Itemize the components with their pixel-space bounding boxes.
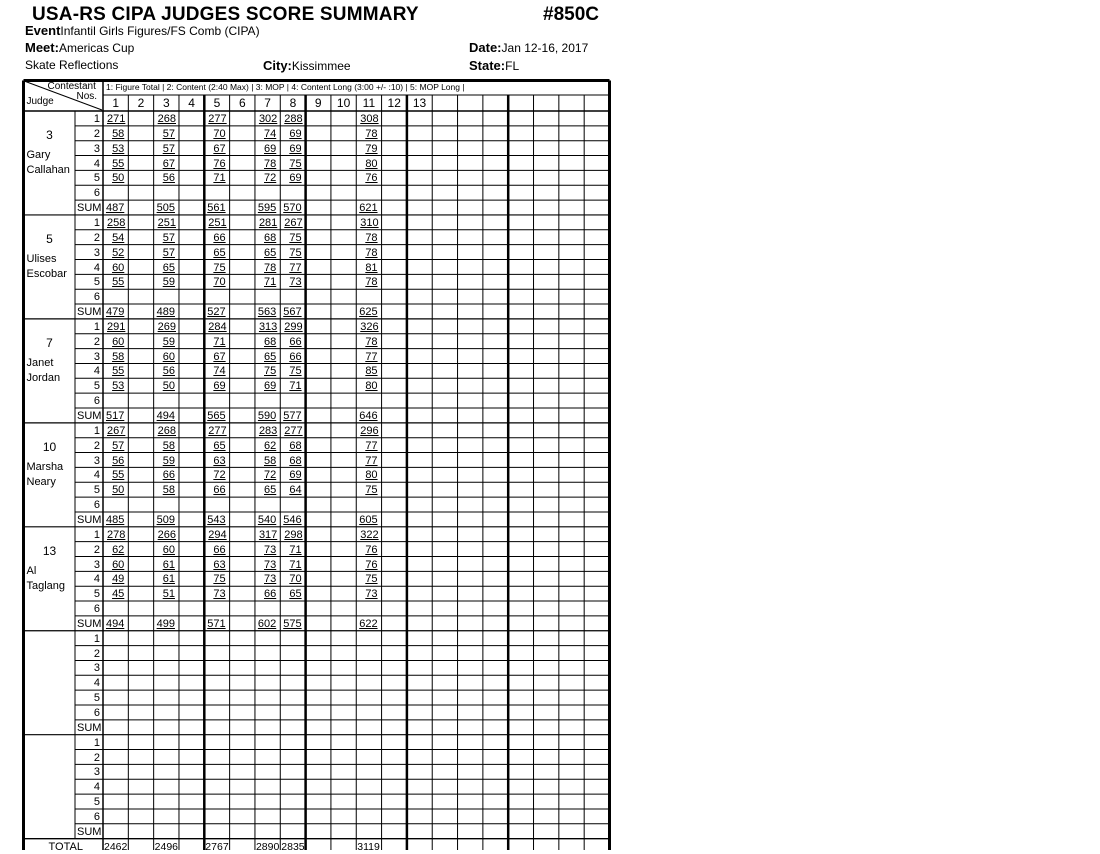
- judge-number: 13: [42, 543, 57, 558]
- score-cell: 60: [112, 335, 125, 348]
- judge-last-name: Taglang: [26, 579, 66, 592]
- score-cell: 77: [365, 454, 378, 467]
- row-label: 1: [93, 320, 100, 333]
- score-cell: 570: [283, 202, 302, 215]
- score-cell: 53: [112, 142, 125, 155]
- judge-number: 7: [46, 335, 53, 350]
- score-cell: 53: [112, 380, 125, 393]
- score-cell: 509: [156, 513, 175, 526]
- form-number: #850C: [543, 4, 599, 25]
- row-label: SUM: [77, 721, 102, 734]
- row-label: 3: [93, 766, 100, 779]
- score-cell: 57: [162, 246, 175, 259]
- score-cell: 517: [105, 410, 125, 422]
- score-cell: 58: [162, 484, 175, 497]
- total-cell: 3119: [357, 840, 380, 853]
- score-cell: 69: [264, 380, 277, 393]
- judge-last-name: Jordan: [26, 371, 61, 384]
- score-cell: 281: [258, 216, 278, 229]
- row-label: 4: [93, 365, 100, 378]
- score-cell: 75: [213, 261, 226, 274]
- row-label: SUM: [77, 202, 102, 215]
- score-cell: 571: [207, 617, 226, 630]
- score-cell: 567: [283, 306, 302, 319]
- score-cell: 78: [365, 246, 378, 259]
- row-label: 2: [93, 439, 100, 452]
- score-cell: 62: [112, 543, 125, 556]
- row-label: 1: [93, 528, 100, 541]
- row-label: 1: [93, 424, 100, 437]
- score-cell: 50: [112, 484, 125, 497]
- score-cell: 69: [289, 469, 302, 482]
- row-label: 2: [93, 231, 100, 244]
- row-label: 3: [93, 350, 100, 363]
- score-cell: 317: [258, 528, 278, 541]
- row-label: 2: [93, 127, 100, 140]
- score-cell: 487: [105, 202, 125, 215]
- score-cell: 494: [156, 410, 175, 422]
- score-cell: 54: [112, 231, 125, 244]
- score-cell: 55: [112, 157, 125, 170]
- row-label: 6: [93, 707, 100, 719]
- row-label: SUM: [77, 825, 102, 838]
- score-cell: 77: [365, 439, 378, 452]
- judge-number: 5: [46, 231, 53, 246]
- row-label: 6: [93, 810, 100, 823]
- contestant-number-header: 3: [162, 96, 170, 110]
- row-label: SUM: [77, 410, 102, 422]
- total-cell: 2890: [255, 840, 280, 853]
- score-cell: 58: [112, 350, 125, 363]
- score-cell: 59: [162, 335, 175, 348]
- score-cell: 75: [365, 573, 378, 586]
- score-cell: 284: [208, 320, 227, 333]
- contestant-number-header: 2: [137, 96, 145, 110]
- row-label: 3: [93, 142, 100, 155]
- score-cell: 78: [365, 335, 378, 348]
- score-cell: 277: [208, 113, 227, 125]
- score-cell: 577: [283, 410, 302, 422]
- meet-value: Americas Cup: [58, 41, 135, 55]
- score-cell: 288: [284, 113, 303, 125]
- score-cell: 485: [105, 513, 125, 526]
- row-label: 6: [93, 603, 100, 616]
- row-label: 4: [93, 781, 100, 794]
- row-label: 5: [93, 484, 100, 497]
- score-cell: 546: [283, 513, 302, 526]
- score-cell: 278: [107, 528, 126, 541]
- score-cell: 73: [264, 573, 277, 586]
- row-label: SUM: [77, 617, 102, 630]
- score-cell: 68: [264, 335, 277, 348]
- row-label: 5: [93, 692, 100, 705]
- score-cell: 56: [162, 365, 175, 378]
- row-label: 6: [93, 187, 100, 200]
- score-cell: 78: [365, 127, 378, 140]
- contestant-number-header: 6: [238, 96, 246, 110]
- score-cell: 66: [264, 588, 277, 601]
- score-cell: 75: [289, 157, 302, 170]
- score-cell: 73: [264, 558, 277, 571]
- row-label: 1: [93, 113, 100, 125]
- corner-nos-label: Nos.: [76, 90, 98, 102]
- score-cell: 59: [162, 454, 175, 467]
- score-cell: 73: [365, 588, 378, 601]
- score-cell: 49: [112, 573, 125, 586]
- corner-judge-label: Judge: [26, 95, 54, 107]
- score-cell: 79: [365, 142, 378, 155]
- score-cell: 75: [213, 573, 226, 586]
- score-cell: 561: [207, 202, 226, 215]
- contestant-number-header: 11: [362, 96, 376, 110]
- score-cell: 76: [213, 157, 226, 170]
- score-cell: 60: [162, 350, 175, 363]
- score-cell: 67: [162, 157, 175, 170]
- score-cell: 81: [365, 261, 378, 274]
- contestant-number-header: 13: [412, 96, 427, 110]
- score-cell: 77: [365, 350, 378, 363]
- score-cell: 71: [213, 335, 226, 348]
- score-cell: 71: [289, 558, 302, 571]
- score-cell: 69: [213, 380, 226, 393]
- score-cell: 80: [365, 157, 378, 170]
- score-cell: 66: [213, 484, 226, 497]
- score-cell: 540: [257, 513, 277, 526]
- score-cell: 622: [359, 617, 378, 630]
- contestant-number-header: 7: [264, 96, 271, 110]
- score-cell: 313: [258, 320, 278, 333]
- judge-first-name: Gary: [26, 149, 51, 161]
- score-cell: 527: [207, 306, 226, 319]
- score-cell: 76: [365, 543, 378, 556]
- score-cell: 602: [257, 617, 277, 630]
- score-cell: 70: [213, 127, 226, 140]
- score-cell: 71: [289, 380, 302, 393]
- contestant-number-header: 9: [314, 96, 322, 110]
- judge-last-name: Neary: [26, 475, 56, 488]
- score-cell: 71: [289, 543, 302, 556]
- score-cell: 310: [360, 216, 379, 229]
- score-cell: 67: [213, 350, 226, 363]
- score-cell: 266: [157, 528, 176, 541]
- corner-contestant-label: Contestant: [47, 80, 96, 92]
- score-cell: 283: [258, 424, 278, 437]
- score-cell: 65: [264, 350, 277, 363]
- score-cell: 55: [112, 276, 125, 289]
- score-cell: 68: [289, 454, 302, 467]
- score-cell: 563: [257, 306, 277, 319]
- score-cell: 56: [162, 172, 175, 185]
- score-cell: 77: [289, 261, 302, 274]
- row-label: 4: [93, 469, 100, 482]
- score-cell: 294: [208, 528, 227, 541]
- event-label: Event: [25, 23, 61, 38]
- score-cell: 68: [289, 439, 302, 452]
- score-cell: 74: [264, 127, 277, 140]
- score-cell: 322: [360, 528, 379, 541]
- contestant-number-header: 1: [112, 96, 119, 110]
- score-cell: 65: [213, 246, 226, 259]
- score-cell: 298: [284, 528, 303, 541]
- score-cell: 64: [289, 484, 302, 497]
- score-cell: 75: [289, 365, 302, 378]
- score-cell: 621: [359, 202, 378, 215]
- score-cell: 489: [156, 306, 175, 319]
- score-cell: 57: [162, 231, 175, 244]
- row-label: 1: [93, 736, 100, 749]
- score-cell: 326: [360, 320, 379, 333]
- score-cell: 302: [258, 113, 278, 125]
- total-cell: 2767: [205, 840, 229, 853]
- row-label: 2: [93, 647, 100, 660]
- row-label: SUM: [77, 306, 102, 319]
- row-label: 6: [93, 395, 100, 408]
- score-cell: 60: [112, 558, 125, 571]
- host-club: Skate Reflections: [25, 58, 119, 72]
- score-cell: 277: [208, 424, 227, 437]
- judge-number: 3: [46, 128, 53, 142]
- score-cell: 80: [365, 469, 378, 482]
- score-cell: 268: [157, 424, 176, 437]
- score-cell: 45: [112, 588, 125, 601]
- row-label: 5: [93, 588, 100, 601]
- score-cell: 66: [289, 335, 302, 348]
- score-cell: 55: [112, 469, 125, 482]
- total-cell: 2835: [281, 840, 305, 853]
- score-cell: 505: [156, 202, 175, 215]
- score-cell: 59: [162, 276, 175, 289]
- row-label: 4: [93, 157, 100, 170]
- score-cell: 296: [360, 424, 379, 437]
- score-cell: 66: [213, 231, 226, 244]
- row-label: 2: [93, 543, 100, 556]
- row-label: 5: [93, 380, 100, 393]
- row-label: 4: [93, 677, 100, 690]
- judge-number: 10: [42, 439, 57, 454]
- score-cell: 75: [289, 246, 302, 259]
- date-value: Jan 12-16, 2017: [501, 41, 589, 55]
- score-cell: 80: [365, 380, 378, 393]
- row-label: 6: [93, 499, 100, 512]
- total-cell: 2462: [104, 840, 128, 853]
- row-label: 4: [93, 261, 100, 274]
- score-cell: 60: [162, 543, 175, 556]
- score-cell: 78: [365, 231, 378, 244]
- score-cell: 74: [213, 365, 226, 378]
- score-cell: 75: [365, 484, 378, 497]
- contestant-number-header: 8: [289, 96, 297, 110]
- score-cell: 85: [365, 365, 378, 378]
- score-cell: 269: [157, 320, 176, 333]
- score-cell: 57: [162, 127, 175, 140]
- score-cell: 625: [359, 306, 378, 319]
- judge-first-name: Ulises: [26, 252, 57, 265]
- judge-first-name: Al: [26, 564, 37, 577]
- row-label: 4: [93, 573, 100, 586]
- score-cell: 66: [289, 350, 302, 363]
- score-cell: 58: [162, 439, 175, 452]
- score-category-legend: 1: Figure Total | 2: Content (2:40 Max) | 3: MOP | 4: Content Long (3:00 +/- :10) | 5: MOP Long |: [106, 82, 465, 92]
- score-cell: 65: [264, 246, 277, 259]
- row-label: 3: [93, 454, 100, 467]
- row-label: 3: [93, 246, 100, 259]
- score-cell: 76: [365, 558, 378, 571]
- score-cell: 565: [207, 410, 226, 422]
- score-cell: 57: [112, 439, 125, 452]
- row-label: 1: [93, 216, 100, 229]
- score-cell: 66: [162, 469, 175, 482]
- row-label: 5: [93, 172, 100, 185]
- row-label: 3: [93, 558, 100, 571]
- row-label: 6: [93, 291, 100, 304]
- score-cell: 61: [162, 573, 175, 586]
- score-cell: 268: [157, 113, 176, 125]
- score-cell: 69: [264, 142, 277, 155]
- score-cell: 499: [156, 617, 175, 630]
- score-cell: 65: [162, 261, 175, 274]
- score-cell: 76: [365, 172, 378, 185]
- score-cell: 72: [264, 469, 277, 482]
- row-label: 5: [93, 276, 100, 289]
- row-label: 3: [93, 662, 100, 675]
- date-label: Date:: [469, 40, 502, 55]
- state-label: State:: [469, 58, 506, 73]
- score-cell: 63: [213, 558, 226, 571]
- score-cell: 595: [257, 202, 277, 215]
- score-cell: 50: [112, 172, 125, 185]
- row-label: 1: [93, 632, 100, 645]
- score-cell: 69: [289, 142, 302, 155]
- row-label: 2: [93, 335, 100, 348]
- score-cell: 590: [257, 410, 277, 422]
- row-label: 2: [93, 751, 100, 764]
- score-cell: 65: [289, 588, 302, 601]
- score-cell: 251: [157, 216, 176, 229]
- row-label: SUM: [77, 513, 102, 526]
- score-cell: 66: [213, 543, 226, 556]
- score-cell: 58: [264, 454, 277, 467]
- score-cell: 67: [213, 142, 226, 155]
- score-cell: 70: [213, 276, 226, 289]
- score-cell: 75: [264, 365, 277, 378]
- score-cell: 55: [112, 365, 125, 378]
- total-label: TOTAL: [48, 840, 83, 853]
- score-cell: 251: [208, 216, 227, 229]
- score-cell: 646: [359, 410, 378, 422]
- score-cell: 78: [264, 157, 277, 170]
- score-cell: 73: [289, 276, 302, 289]
- score-cell: 70: [289, 573, 302, 586]
- score-cell: 494: [105, 617, 125, 630]
- page-title: USA-RS CIPA JUDGES SCORE SUMMARY: [32, 4, 419, 25]
- score-cell: 267: [107, 424, 126, 437]
- score-cell: 308: [360, 113, 379, 125]
- score-cell: 72: [264, 172, 277, 185]
- total-cell: 2496: [154, 840, 178, 853]
- score-cell: 291: [107, 320, 126, 333]
- score-cell: 69: [289, 172, 302, 185]
- state-value: FL: [505, 59, 520, 73]
- score-cell: 73: [213, 588, 226, 601]
- judge-last-name: Escobar: [26, 267, 67, 280]
- score-cell: 271: [107, 113, 126, 125]
- score-cell: 65: [264, 484, 277, 497]
- contestant-number-header: 12: [387, 96, 401, 110]
- score-cell: 63: [213, 454, 226, 467]
- score-cell: 78: [264, 261, 277, 274]
- row-label: 5: [93, 796, 100, 809]
- score-cell: 69: [289, 127, 302, 140]
- score-cell: 543: [207, 513, 226, 526]
- score-cell: 605: [359, 513, 378, 526]
- score-cell: 72: [213, 469, 226, 482]
- score-cell: 299: [284, 320, 303, 333]
- judge-first-name: Marsha: [26, 460, 64, 473]
- score-cell: 56: [112, 454, 125, 467]
- score-cell: 58: [112, 127, 125, 140]
- score-cell: 75: [289, 231, 302, 244]
- score-cell: 65: [213, 439, 226, 452]
- judge-first-name: Janet: [26, 356, 54, 369]
- meet-label: Meet:: [25, 40, 59, 55]
- score-cell: 71: [213, 172, 226, 185]
- contestant-number-header: 5: [213, 96, 221, 110]
- score-cell: 479: [105, 306, 125, 319]
- judge-last-name: Callahan: [26, 164, 70, 176]
- score-cell: 60: [112, 261, 125, 274]
- score-cell: 50: [162, 380, 175, 393]
- score-cell: 62: [264, 439, 277, 452]
- score-cell: 78: [365, 276, 378, 289]
- city-label: City:: [263, 58, 292, 73]
- score-cell: 73: [264, 543, 277, 556]
- score-cell: 61: [162, 558, 175, 571]
- score-cell: 52: [112, 246, 125, 259]
- contestant-number-header: 4: [188, 96, 195, 110]
- contestant-number-header: 10: [336, 96, 351, 110]
- score-cell: 258: [107, 216, 126, 229]
- score-cell: 51: [162, 588, 175, 601]
- event-value: Infantil Girls Figures/FS Comb (CIPA): [60, 24, 260, 38]
- score-cell: 267: [284, 216, 303, 229]
- score-cell: 71: [264, 276, 277, 289]
- score-cell: 68: [264, 231, 277, 244]
- score-cell: 575: [283, 617, 302, 630]
- city-value: Kissimmee: [291, 59, 351, 73]
- score-cell: 57: [162, 142, 175, 155]
- score-cell: 277: [284, 424, 303, 437]
